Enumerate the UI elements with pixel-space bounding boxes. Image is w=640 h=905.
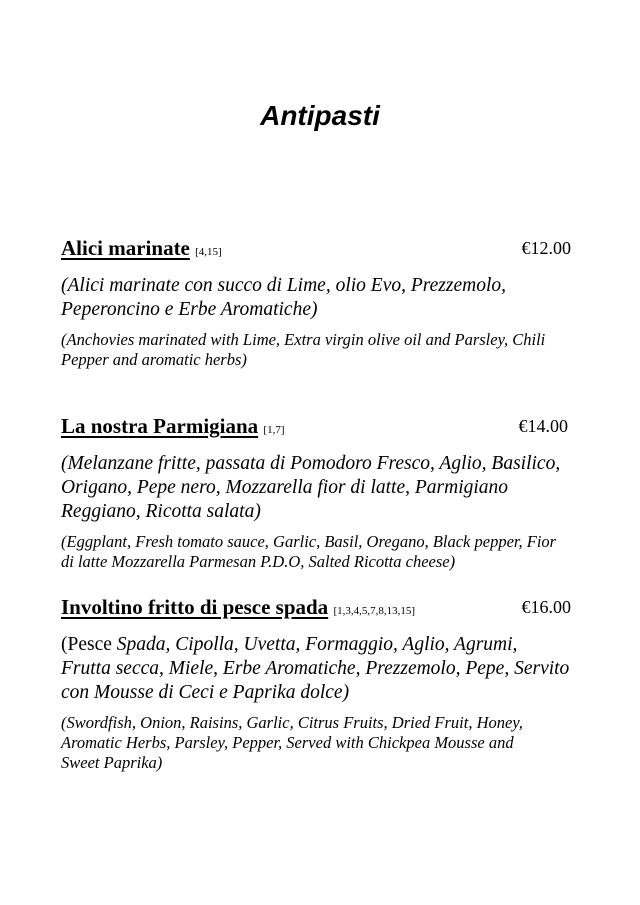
- desc-italian: (Alici marinate con succo di Lime, olio Evo, Prezzemolo, Peperoncino e Erbe Aromatiche): [61, 275, 506, 320]
- item-name: Involtino fritto di pesce spada: [61, 595, 329, 619]
- item-name: Alici marinate: [61, 236, 190, 260]
- desc-english: (Eggplant, Fresh tomato sauce, Garlic, Basil, Oregano, Black pepper, Fior di latte Mozzarella Parmesan P.D.O, Salted Ricotta cheese): [61, 532, 557, 571]
- desc-english: (Swordfish, Onion, Raisins, Garlic, Citrus Fruits, Dried Fruit, Honey, Aromatic Herbs, Parsley, Pepper, Served with Chickpea Mousse and Sweet Paprika): [61, 713, 523, 772]
- item-price: €16.00: [521, 597, 571, 617]
- menu-item: [61, 235, 571, 370]
- desc-english: (Anchovies marinated with Lime, Extra virgin olive oil and Parsley, Chili Pepper and aromatic herbs): [61, 330, 546, 369]
- desc-it-prefix: (Pesce: [61, 634, 117, 655]
- menu-item: [61, 594, 571, 773]
- desc-italian: (Melanzane fritte, passata di Pomodoro Fresco, Aglio, Basilico, Origano, Pepe nero, Mozzarella fior di latte, Parmigiano Reggiano, Ricotta salata): [61, 453, 561, 522]
- item-price: €12.00: [521, 238, 571, 258]
- desc-italian: Spada, Cipolla, Uvetta, Formaggio, Aglio, Agrumi, Frutta secca, Miele, Erbe Aromatiche, Prezzemolo, Pepe, Servito con Mousse di Ceci e Paprika dolce): [61, 634, 570, 703]
- item-price: €14.00: [518, 416, 568, 436]
- item-name: La nostra Parmigiana: [61, 414, 259, 438]
- desc-italian-wrap: [61, 452, 571, 524]
- allergen-codes: [4,15]: [195, 246, 222, 258]
- page-title: Antipasti: [260, 100, 380, 131]
- desc-italian-wrap: [61, 633, 571, 705]
- allergen-codes: [1,7]: [263, 424, 285, 436]
- menu-item: [61, 413, 571, 572]
- allergen-codes: [1,3,4,5,7,8,13,15]: [333, 605, 416, 617]
